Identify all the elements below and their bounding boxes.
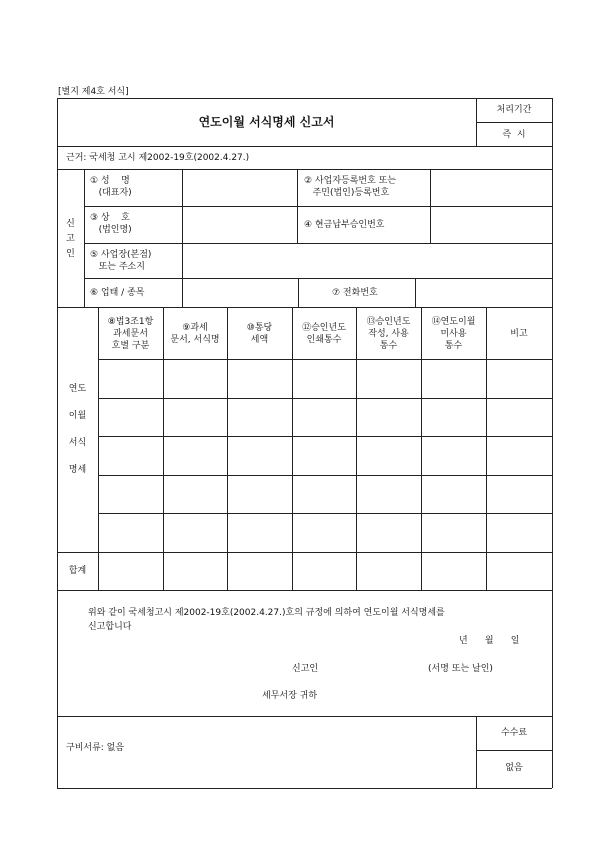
approval-label: ④ 현금납부승인번호	[304, 220, 385, 230]
column-header-6: ⑭연도이월 미사용 통수	[431, 317, 476, 351]
column-header-4: ⑫승인년도 인쇄통수	[302, 323, 346, 345]
name-label: ① 성 명 (대표자)	[90, 176, 132, 198]
column-header-5: ⑬승인년도 작성, 사용 통수	[366, 317, 411, 351]
processing-label: 처리기간	[496, 105, 532, 115]
attachments-text: 구비서류: 없음	[66, 743, 125, 753]
approval-field[interactable]	[431, 207, 551, 242]
recipient: 세무서장 귀하	[262, 691, 318, 701]
total-label: 합계	[68, 566, 87, 576]
column-header-remarks: 비고	[510, 329, 528, 339]
form-title: 연도이월 서식명세 신고서	[198, 115, 335, 129]
address-label: ⑤ 사업장(본점) 또는 주소지	[90, 250, 152, 272]
regno-label: ② 사업자등록번호 또는 주민(법인)등록번호	[304, 176, 397, 198]
regno-field[interactable]	[431, 170, 551, 205]
table-row[interactable]	[99, 476, 551, 512]
table-row[interactable]	[99, 437, 551, 474]
address-field[interactable]	[183, 244, 551, 277]
column-header-3: ⑩통당 세액	[246, 323, 273, 345]
name-field[interactable]	[183, 170, 296, 205]
fee-value: 없음	[505, 763, 523, 773]
basis-text: 근거: 국세청 고시 제2002-19호(2002.4.27.)	[66, 153, 250, 163]
form-label: [별지 제4호 서식]	[58, 87, 129, 97]
column-header-1: ⑧법3조1항 과세문서 호별 구분	[107, 317, 154, 351]
company-field[interactable]	[183, 207, 296, 242]
column-header-2: ⑨과세 문서, 서식명	[170, 323, 220, 345]
company-label: ③ 상 호 (법인명)	[90, 213, 132, 235]
declaration-date: 년 월 일	[459, 636, 520, 646]
total-row[interactable]	[99, 553, 551, 589]
business-field[interactable]	[183, 279, 297, 306]
processing-value: 즉 시	[502, 130, 526, 140]
phone-label: ⑦ 전화번호	[332, 288, 378, 298]
sign-note: (서명 또는 날인)	[428, 664, 493, 674]
table-row[interactable]	[99, 514, 551, 551]
table-row[interactable]	[99, 399, 551, 435]
fee-label: 수수료	[500, 728, 528, 738]
table-row[interactable]	[99, 360, 551, 397]
business-label: ⑥ 업태 / 종목	[90, 288, 145, 298]
phone-field[interactable]	[416, 279, 551, 306]
declaration-text: 위와 같이 국세청고시 제2002-19호(2002.4.27.)호의 규정에 의하여 연도이월 서식명세를 신고합니다	[88, 608, 445, 632]
signer-label: 신고인	[292, 664, 319, 674]
